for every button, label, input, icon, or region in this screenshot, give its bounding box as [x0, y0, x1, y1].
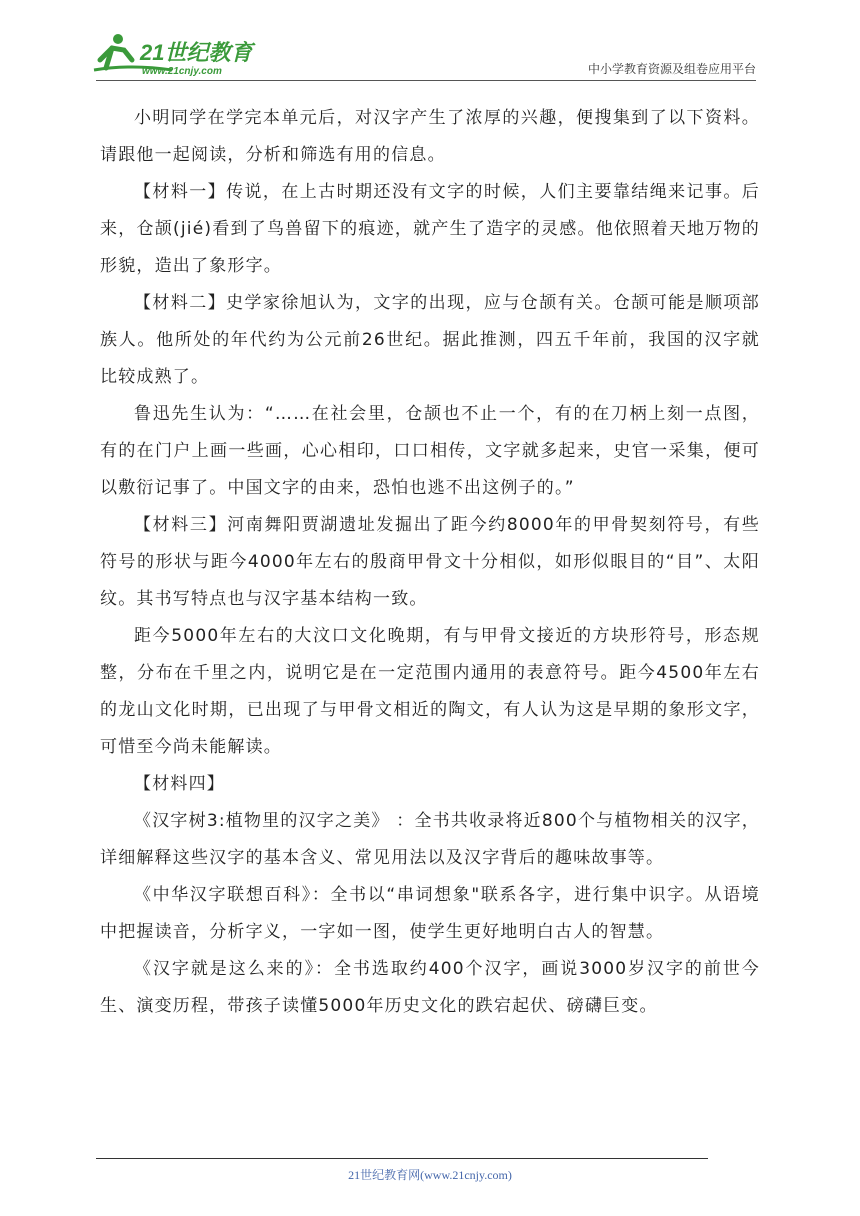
paragraph-book-1: 《汉字树3:植物里的汉字之美》 ：全书共收录将近800个与植物相关的汉字，详细解释这些汉字的基本含义、常见用法以及汉字背后的趣味故事等。	[100, 811, 760, 868]
paragraph-dawenkou: 距今5000年左右的大汶口文化晚期，有与甲骨文接近的方块形符号，形态规整，分布在千里之内，说明它是在一定范围内通用的表意符号。距今4500年左右的龙山文化时期，已出现了与甲骨文相近的陶文，有人认为这是早期的象形文字，可惜至今尚未能解读。	[100, 626, 760, 757]
paragraph-material-2: 【材料二】史学家徐旭认为，文字的出现，应与仓颉有关。仓颉可能是顺项部族人。他所处的年代约为公元前26世纪。据此推测，四五千年前，我国的汉字就比较成熟了。	[100, 293, 760, 387]
platform-name: 中小学教育资源及组卷应用平台	[587, 62, 756, 76]
footer-text: 21世纪教育网(www.21cnjy.com)	[348, 1168, 512, 1182]
logo	[92, 30, 272, 78]
paragraph-material-1: 【材料一】传说，在上古时期还没有文字的时候，人们主要靠结绳来记事。后来，仓颉(jié)看到了鸟兽留下的痕迹，就产生了造字的灵感。他依照着天地万物的形貌，造出了象形字。	[100, 182, 760, 276]
document-body	[100, 100, 760, 1025]
logo-url: www.21cnjy.com	[142, 66, 222, 77]
footer-divider	[96, 1158, 708, 1159]
logo-text: 21世纪教育	[140, 40, 253, 65]
paragraph-material-4-heading: 【材料四】	[134, 774, 225, 794]
paragraph-book-3: 《汉字就是这么来的》：全书选取约400个汉字，画说3000岁汉字的前世今生、演变历程，带孩子读懂5000年历史文化的跌宕起伏、磅礴巨变。	[100, 959, 760, 1016]
paragraph-intro: 小明同学在学完本单元后，对汉字产生了浓厚的兴趣，便搜集到了以下资料。请跟他一起阅读，分析和筛选有用的信息。	[100, 108, 760, 165]
paragraph-luxun: 鲁迅先生认为：“……在社会里，仓颉也不止一个，有的在刀柄上刻一点图，有的在门户上画一些画，心心相印，口口相传，文字就多起来，史官一采集，便可以敷衍记事了。中国文字的由来，恐怕也逃不出这例子的。”	[100, 404, 760, 498]
paragraph-material-3: 【材料三】河南舞阳贾湖遗址发掘出了距今约8000年的甲骨契刻符号，有些符号的形状与距今4000年左右的殷商甲骨文十分相似，如形似眼目的“目”、太阳纹。其书写特点也与汉字基本结构一致。	[100, 515, 760, 609]
header-divider	[96, 80, 756, 81]
page-header	[0, 0, 860, 90]
paragraph-book-2: 《中华汉字联想百科》：全书以“串词想象"联系各字，进行集中识字。从语境中把握读音，分析字义，一字如一图，使学生更好地明白古人的智慧。	[100, 885, 760, 942]
